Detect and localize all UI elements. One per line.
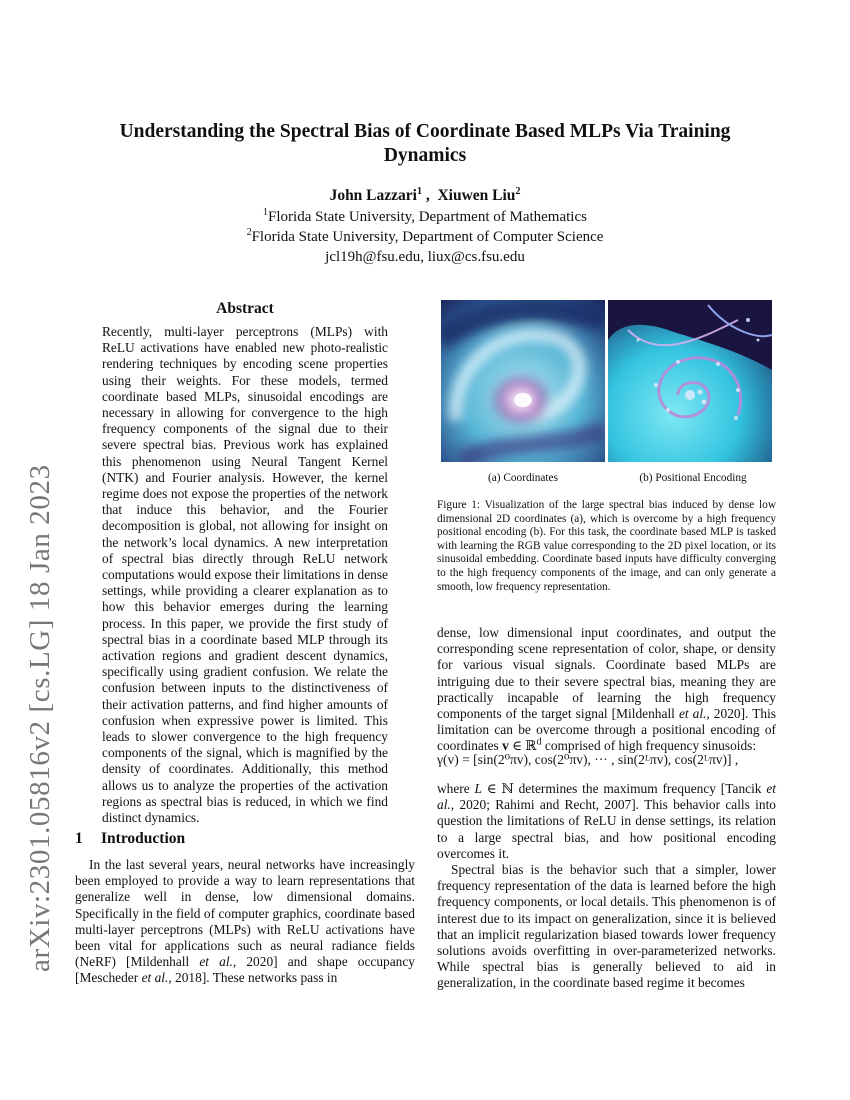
body-text-7: , 2020; Rahimi and Recht, 2007]. This behavior calls into question the limitations of ReLU in dense settings, its relation to a large spectral bias, and how positional encoding overcomes it. [437,797,776,861]
abstract-text: Recently, multi-layer perceptrons (MLPs) with ReLU activations have enabled new photo-realistic rendering techniques by encoding scene properties using their weights. For these models, termed coordinate based MLPs, sinusoidal encodings are necessary in allowing for convergence to the high frequency components of the signal due to their severe spectral bias. Previous work has explained this phenomenon using Neural Tangent Kernel (NTK) and Fourier analysis. However, the kernel regime does not expose the properties of the network that induce this behavior, and the Fourier decomposition is global, not allowing for insight on the network’s local dynamics. A new interpretation of spectral bias directly through ReLU network computations would expose their limitations in dense settings, while providing a clearer explanation as to how this behavior emerges during the learning process. In this paper, we provide the first study of spectral bias in a coordinate based MLP through its activation regions and gradient descent dynamics, specifically using gradient confusion. We relate the confusion between inputs to the distinctiveness of their activation patterns, and find higher amounts of confusion when expressive power is limited. This leads to slower convergence to the high frequency components of the signal, which is magnified by the density of coordinates. Additionally, this method allows us to analyze the properties of the activation regions as spectral bias is reduced, in which we find distinct dynamics. [102,324,388,826]
author-separator: , [421,187,438,204]
paper-title [90,120,760,168]
subcaption-a: (a) Coordinates [488,472,558,484]
right-column-paragraph-3: Spectral bias is the behavior such that a simpler, lower frequency representation of the data is learned before the high frequency components, or local details. This phenomenon is of interest due to its impact on generalization, since it is believed that an implicit regularization biased towards lower frequency solutions avoids overfitting in over-parameterized networks. While spectral bias is generally believed to aid in generalization, in the coordinate based regime it becomes [437,862,776,991]
right-column-paragraph-1 [437,625,776,755]
author-2: Xiuwen Liu [437,187,516,204]
figure-positional-encoding-image [608,300,772,462]
body-text-2: , 2020]. This limitation can be overcome through a positional encoding of coordinates [437,706,777,754]
figure-coordinates-image [441,300,605,462]
intro-text-1: In the last several years, neural networks have increasingly been employed to provide a way to learn representations that generalize well in dense, low dimensional domains. Specifically in the field of computer graphics, coordinate based multi-layer perceptrons (MLPs) with ReLU activations have been vital for applications such as neural radiance fields (NeRF) [Mildenhall [75,857,415,970]
positional-encoding-equation: γ(v) = [sin(2⁰πv), cos(2⁰πv), ··· , sin(2ᴸπv), cos(2ᴸπv)] , [437,752,739,767]
affiliation-2-text: Florida State University, Department of Computer Science [251,229,604,245]
section-title: Introduction [101,830,186,847]
author-emails: jcl19h@fsu.edu, liux@cs.fsu.edu [325,249,525,265]
intro-text-2: , 2020] and shape occupancy [Mescheder [75,954,416,986]
body-etal-2: et al. [437,781,776,813]
author-1-sup: 1 [416,185,422,197]
body-text-3: ∈ ℝ [508,738,537,754]
body-text-1: dense, low dimensional input coordinates, and output the corresponding scene representation of color, shape, or density for various visual signals. Coordinate based MLPs are intriguing due to their severe spectral bias, meaning they are practically incapable of learning the high frequency components of the target signal [Mildenhall [437,625,776,722]
intro-etal-2: et al. [141,970,169,986]
section-heading [75,830,185,848]
title-line-2: Dynamics [383,145,467,166]
vector-v: v [502,738,509,754]
body-text-4: comprised of high frequency sinusoids: [541,738,757,754]
figure-caption: Figure 1: Visualization of the large spectral bias induced by dense low dimensional 2D coordinates (a), which is overcome by a high frequency positional encoding (b). For this task, the coordinate based MLP is tasked with learning the RGB value corresponding to the 2D pixel location, or its sinusoidal embedding. Coordinate based inputs have difficulty converging to the high frequency components of the image, and can only generate a smooth, low frequency representation. [437,499,776,593]
body-etal-1: et al. [678,706,707,722]
author-2-sup: 2 [515,185,521,197]
body-text-6: ∈ ℕ determines the maximum frequency [Tancik [481,781,767,796]
subcaption-b: (b) Positional Encoding [639,472,747,484]
author-list [0,187,850,205]
intro-text-3: , 2018]. These networks pass in [168,970,338,986]
author-1: John Lazzari [329,187,417,204]
affiliation-1 [0,209,850,226]
symbol-L: L [474,781,482,796]
section-number: 1 [75,830,83,847]
abstract-heading: Abstract [216,300,274,317]
affiliation-1-sup: 1 [263,207,269,218]
affiliation-1-text: Florida State University, Department of Mathematics [268,209,587,225]
right-column-paragraph-2 [437,781,776,992]
intro-etal-1: et al. [199,954,233,970]
affiliation-2 [0,229,850,246]
title-line-1: Understanding the Spectral Bias of Coordinate Based MLPs Via Training [119,121,731,142]
affiliation-2-sup: 2 [246,227,252,238]
intro-paragraph [75,857,415,987]
arxiv-stamp: arXiv:2301.05816v2 [cs.LG] 18 Jan 2023 [24,464,56,972]
body-text-5: where [437,781,475,796]
dimension-d: d [536,736,542,748]
